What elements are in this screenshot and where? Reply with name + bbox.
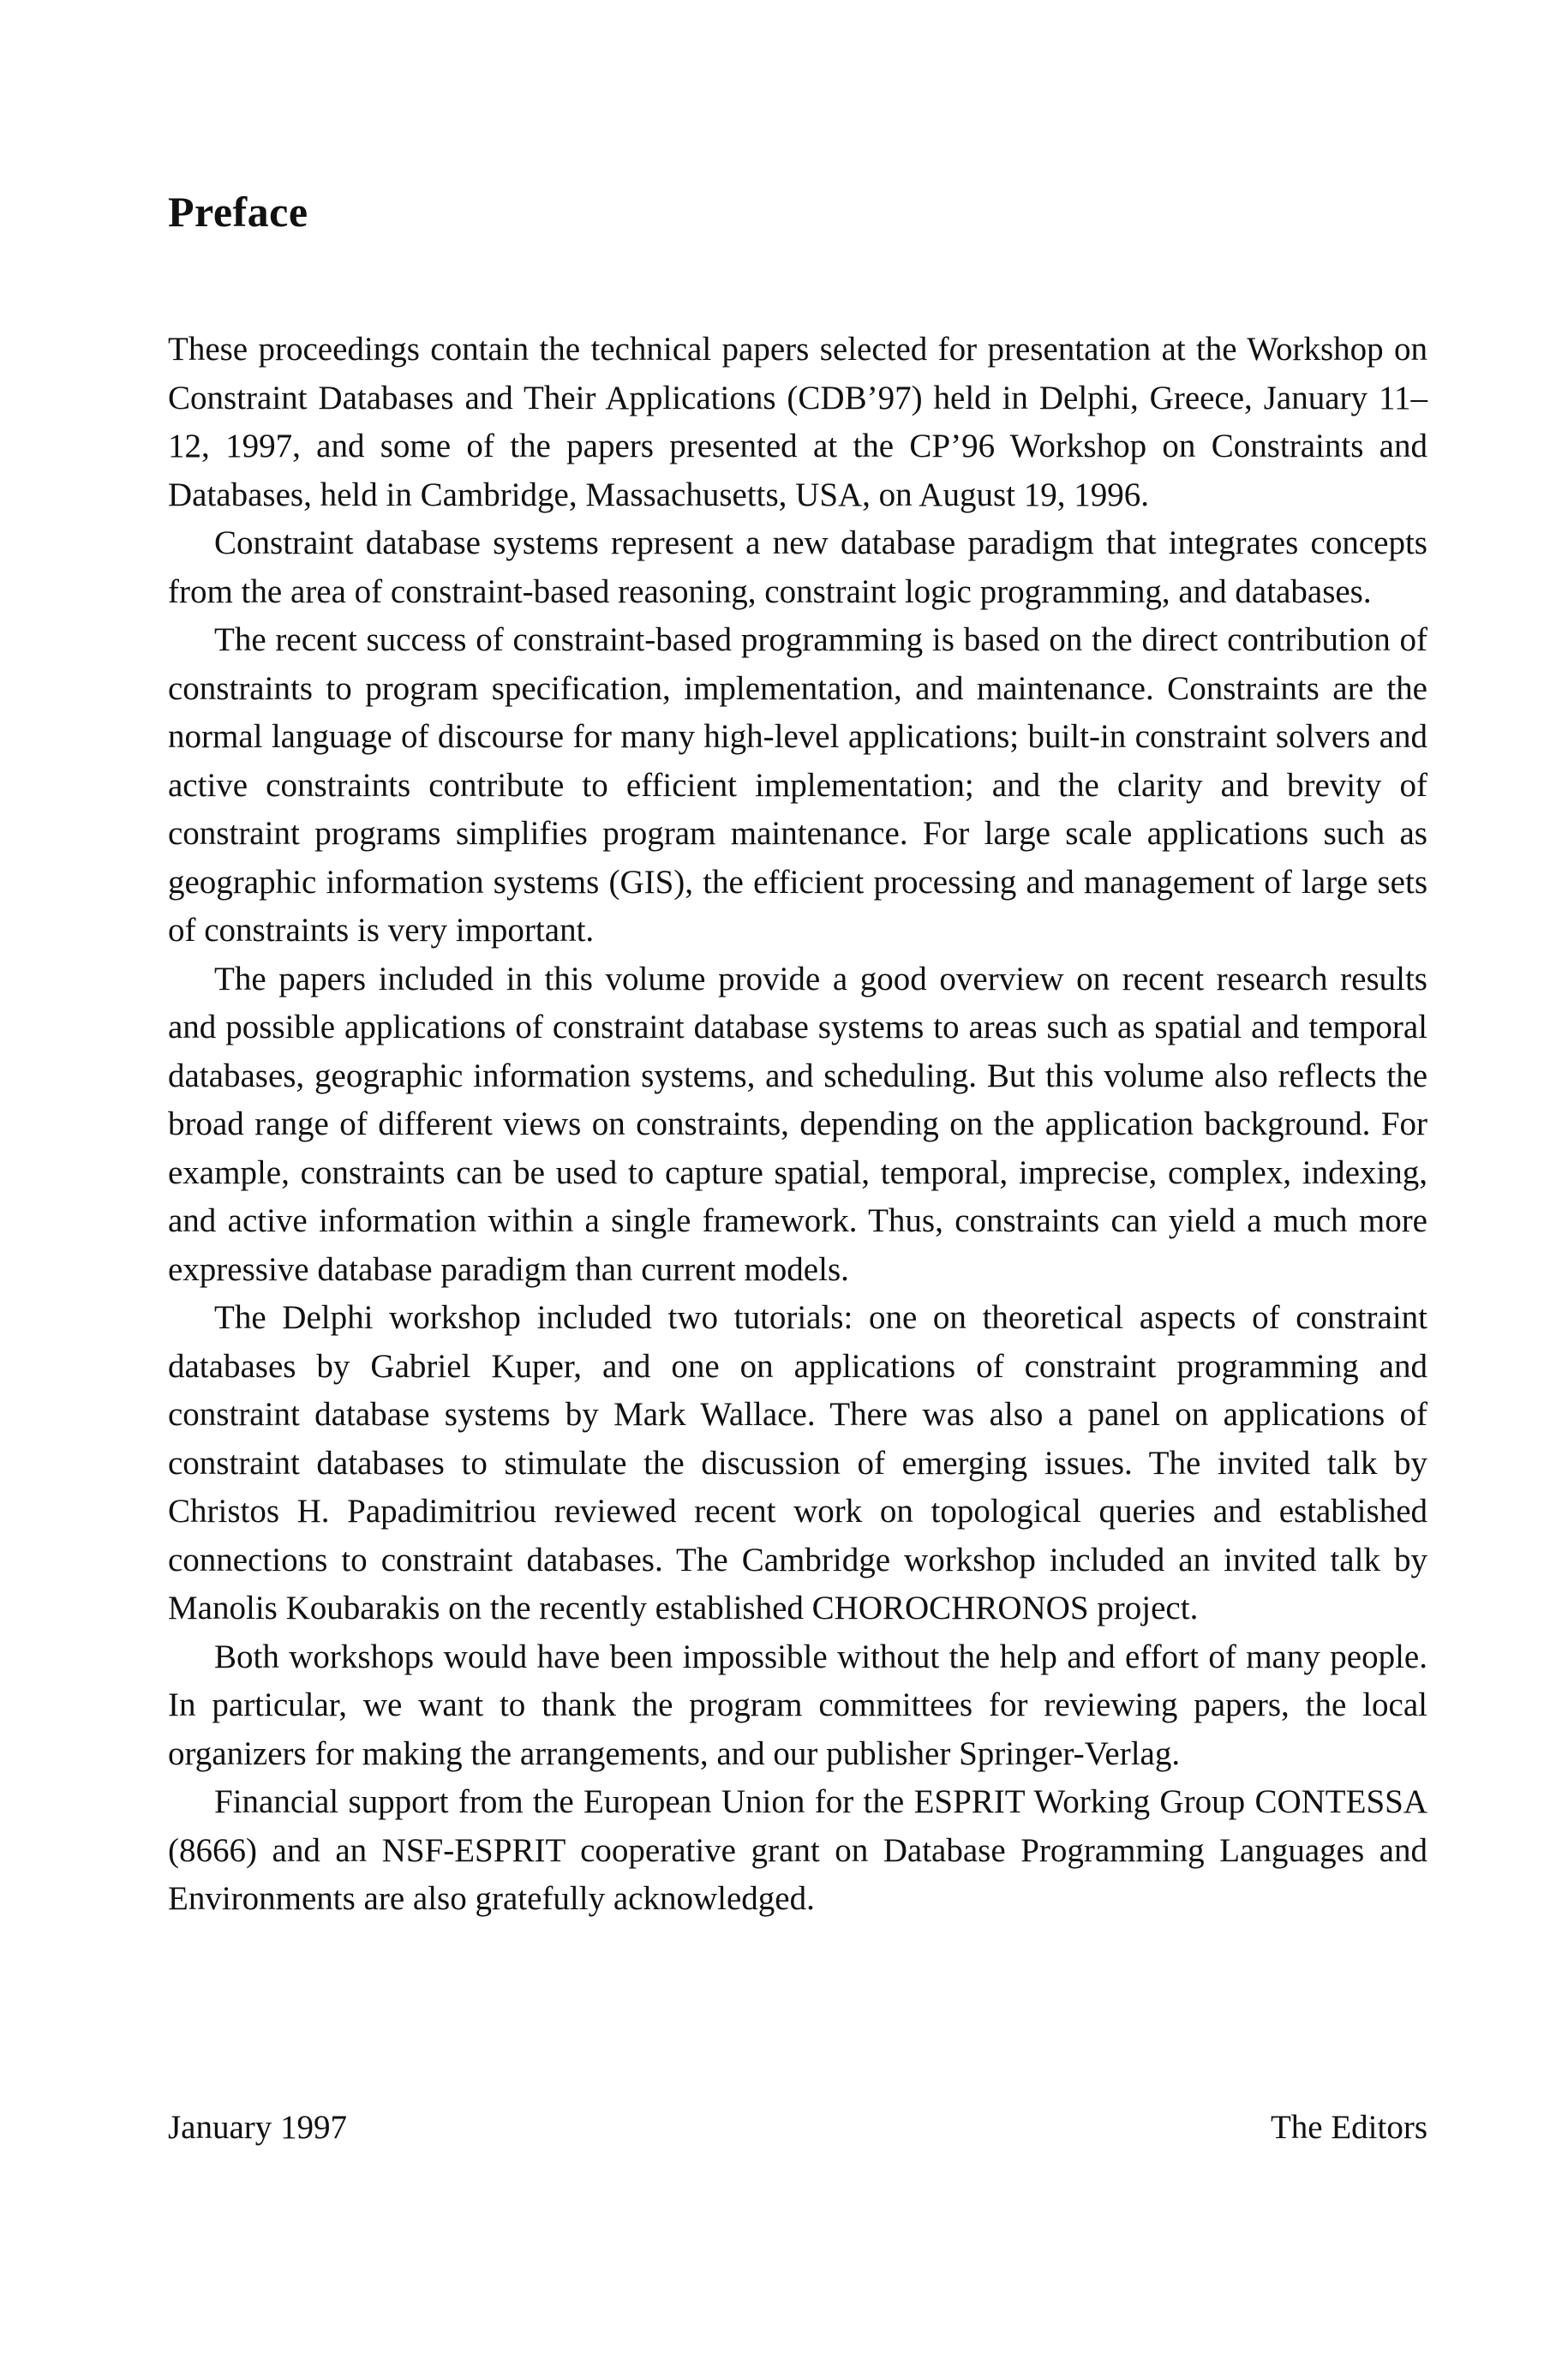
signoff-author: The Editors	[1270, 2109, 1427, 2146]
signoff-date: January 1997	[168, 2109, 348, 2146]
paragraph-overview: The papers included in this volume provide a good overview on recent research results and possible applications of constraint database systems to areas such as spatial and temporal databases, geographic information systems, and scheduling. But this volume also reflects the broad range of different views on constraints, depending on the application background. For example, constraints can be used to capture spatial, temporal, imprecise, complex, indexing, and active information within a single framework. Thus, constraints can yield a much more expressive database paradigm than current models.	[168, 960, 1427, 1288]
paragraph-delphi-workshop: The Delphi workshop included two tutorials: one on theoretical aspects of constraint databases by Gabriel Kuper, and one on applications of constraint programming and constraint database systems by Mark Wallace. There was also a panel on applications of constraint databases to stimulate the discussion of emerging issues. The invited talk by Christos H. Papadimitriou reviewed recent work on topological queries and established connections to constraint databases. The Cambridge workshop included an invited talk by Manolis Koubarakis on the recently established CHOROCHRONOS project.	[168, 1299, 1427, 1626]
paragraph-thanks: Both workshops would have been impossible without the help and effort of many people. In particular, we want to thank the program committees for reviewing papers, the local organizers for making the arrangements, and our publisher Springer-Verlag.	[168, 1638, 1427, 1772]
paragraph-paradigm: Constraint database systems represent a new database paradigm that integrates concepts from the area of constraint-based reasoning, constraint logic programming, and databases.	[168, 524, 1427, 610]
signoff	[168, 2104, 1427, 2152]
paragraph-financial-support: Financial support from the European Union for the ESPRIT Working Group CONTESSA (8666) and an NSF-ESPRIT cooperative grant on Database Programming Languages and Environments are also gratefully acknowledged.	[168, 1783, 1427, 1917]
page-title: Preface	[168, 188, 308, 236]
paragraph-success: The recent success of constraint-based programming is based on the direct contribution of constraints to program specification, implementation, and maintenance. Constraints are the normal language of discourse for many high-level applications; built-in constraint solvers and active constraints contribute to efficient implementation; and the clarity and brevity of constraint programs simplifies program maintenance. For large scale applications such as geographic information systems (GIS), the efficient processing and management of large sets of constraints is very important.	[168, 621, 1427, 949]
preface-body	[168, 326, 1427, 1924]
paragraph-intro: These proceedings contain the technical papers selected for presentation at the Workshop on Constraint Databases and Their Applications (CDB’97) held in Delphi, Greece, January 11–12, 1997, and some of the papers presented at the CP’96 Workshop on Constraints and Databases, held in Cambridge, Massachusetts, USA, on August 19, 1996.	[168, 331, 1427, 513]
